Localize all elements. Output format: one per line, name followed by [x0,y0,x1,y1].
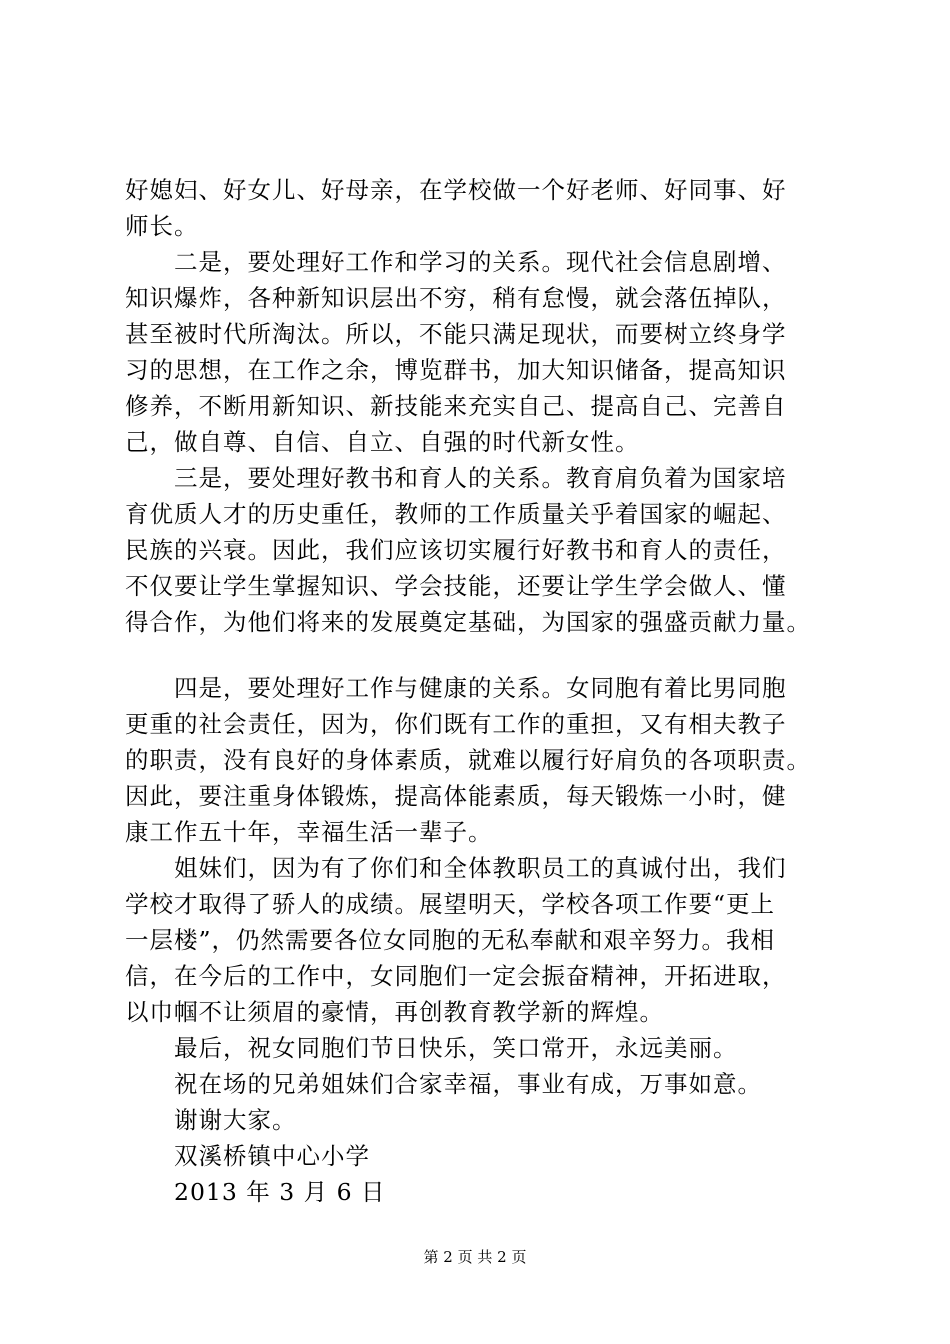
blank-line [125,640,855,670]
text-line: 一层楼”，仍然需要各位女同胞的无私奉献和艰辛努力。我相 [125,926,776,954]
text-line: 得合作，为他们将来的发展奠定基础，为国家的强盛贡献力量。 [125,608,811,636]
text-line: 因此，要注重身体锻炼，提高体能素质，每天锻炼一小时，健 [125,782,787,810]
text-line: 民族的兴衰。因此，我们应该切实履行好教书和育人的责任， [125,536,787,564]
text-line: 习的思想，在工作之余，博览群书，加大知识储备，提高知识 [125,356,787,384]
text-line: 康工作五十年，幸福生活一辈子。 [125,818,493,846]
text-line: 信，在今后的工作中，女同胞们一定会振奋精神，开拓进取， [125,962,787,990]
text-line: 姐妹们，因为有了你们和全体教职员工的真诚付出，我们 [174,854,787,882]
text-line: 最后，祝女同胞们节日快乐，笑口常开，永远美丽。 [174,1034,738,1062]
text-line: 不仅要让学生掌握知识、学会技能，还要让学生学会做人、懂 [125,572,787,600]
text-line: 谢谢大家。 [174,1106,297,1134]
text-line: 双溪桥镇中心小学 [174,1142,370,1170]
text-line: 更重的社会责任，因为，你们既有工作的重担，又有相夫教子 [125,710,787,738]
text-line: 修养，不断用新知识、新技能来充实自己、提高自己、完善自 [125,392,787,420]
document-body [125,172,855,1210]
text-line: 甚至被时代所淘汰。所以，不能只满足现状，而要树立终身学 [125,320,787,348]
page-number-footer: 第 2 页 共 2 页 [423,1248,527,1266]
text-line: 2013 年 3 月 6 日 [174,1178,386,1206]
text-line: 好媳妇、好女儿、好母亲，在学校做一个好老师、好同事、好 [125,176,787,204]
text-line: 二是，要处理好工作和学习的关系。现代社会信息剧增、 [174,248,787,276]
text-line: 己，做自尊、自信、自立、自强的时代新女性。 [125,428,640,456]
text-line: 三是，要处理好教书和育人的关系。教育肩负着为国家培 [174,464,787,492]
text-line: 知识爆炸，各种新知识层出不穷，稍有怠慢，就会落伍掉队， [125,284,787,312]
text-line: 祝在场的兄弟姐妹们合家幸福，事业有成，万事如意。 [174,1070,762,1098]
text-line: 四是，要处理好工作与健康的关系。女同胞有着比男同胞 [174,674,787,702]
text-line: 学校才取得了骄人的成绩。展望明天，学校各项工作要“更上 [125,890,776,918]
text-line: 育优质人才的历史重任，教师的工作质量关乎着国家的崛起、 [125,500,787,528]
text-line: 师长。 [125,212,199,240]
text-line: 的职责，没有良好的身体素质，就难以履行好肩负的各项职责。 [125,746,811,774]
text-line: 以巾帼不让须眉的豪情，再创教育教学新的辉煌。 [125,998,664,1026]
